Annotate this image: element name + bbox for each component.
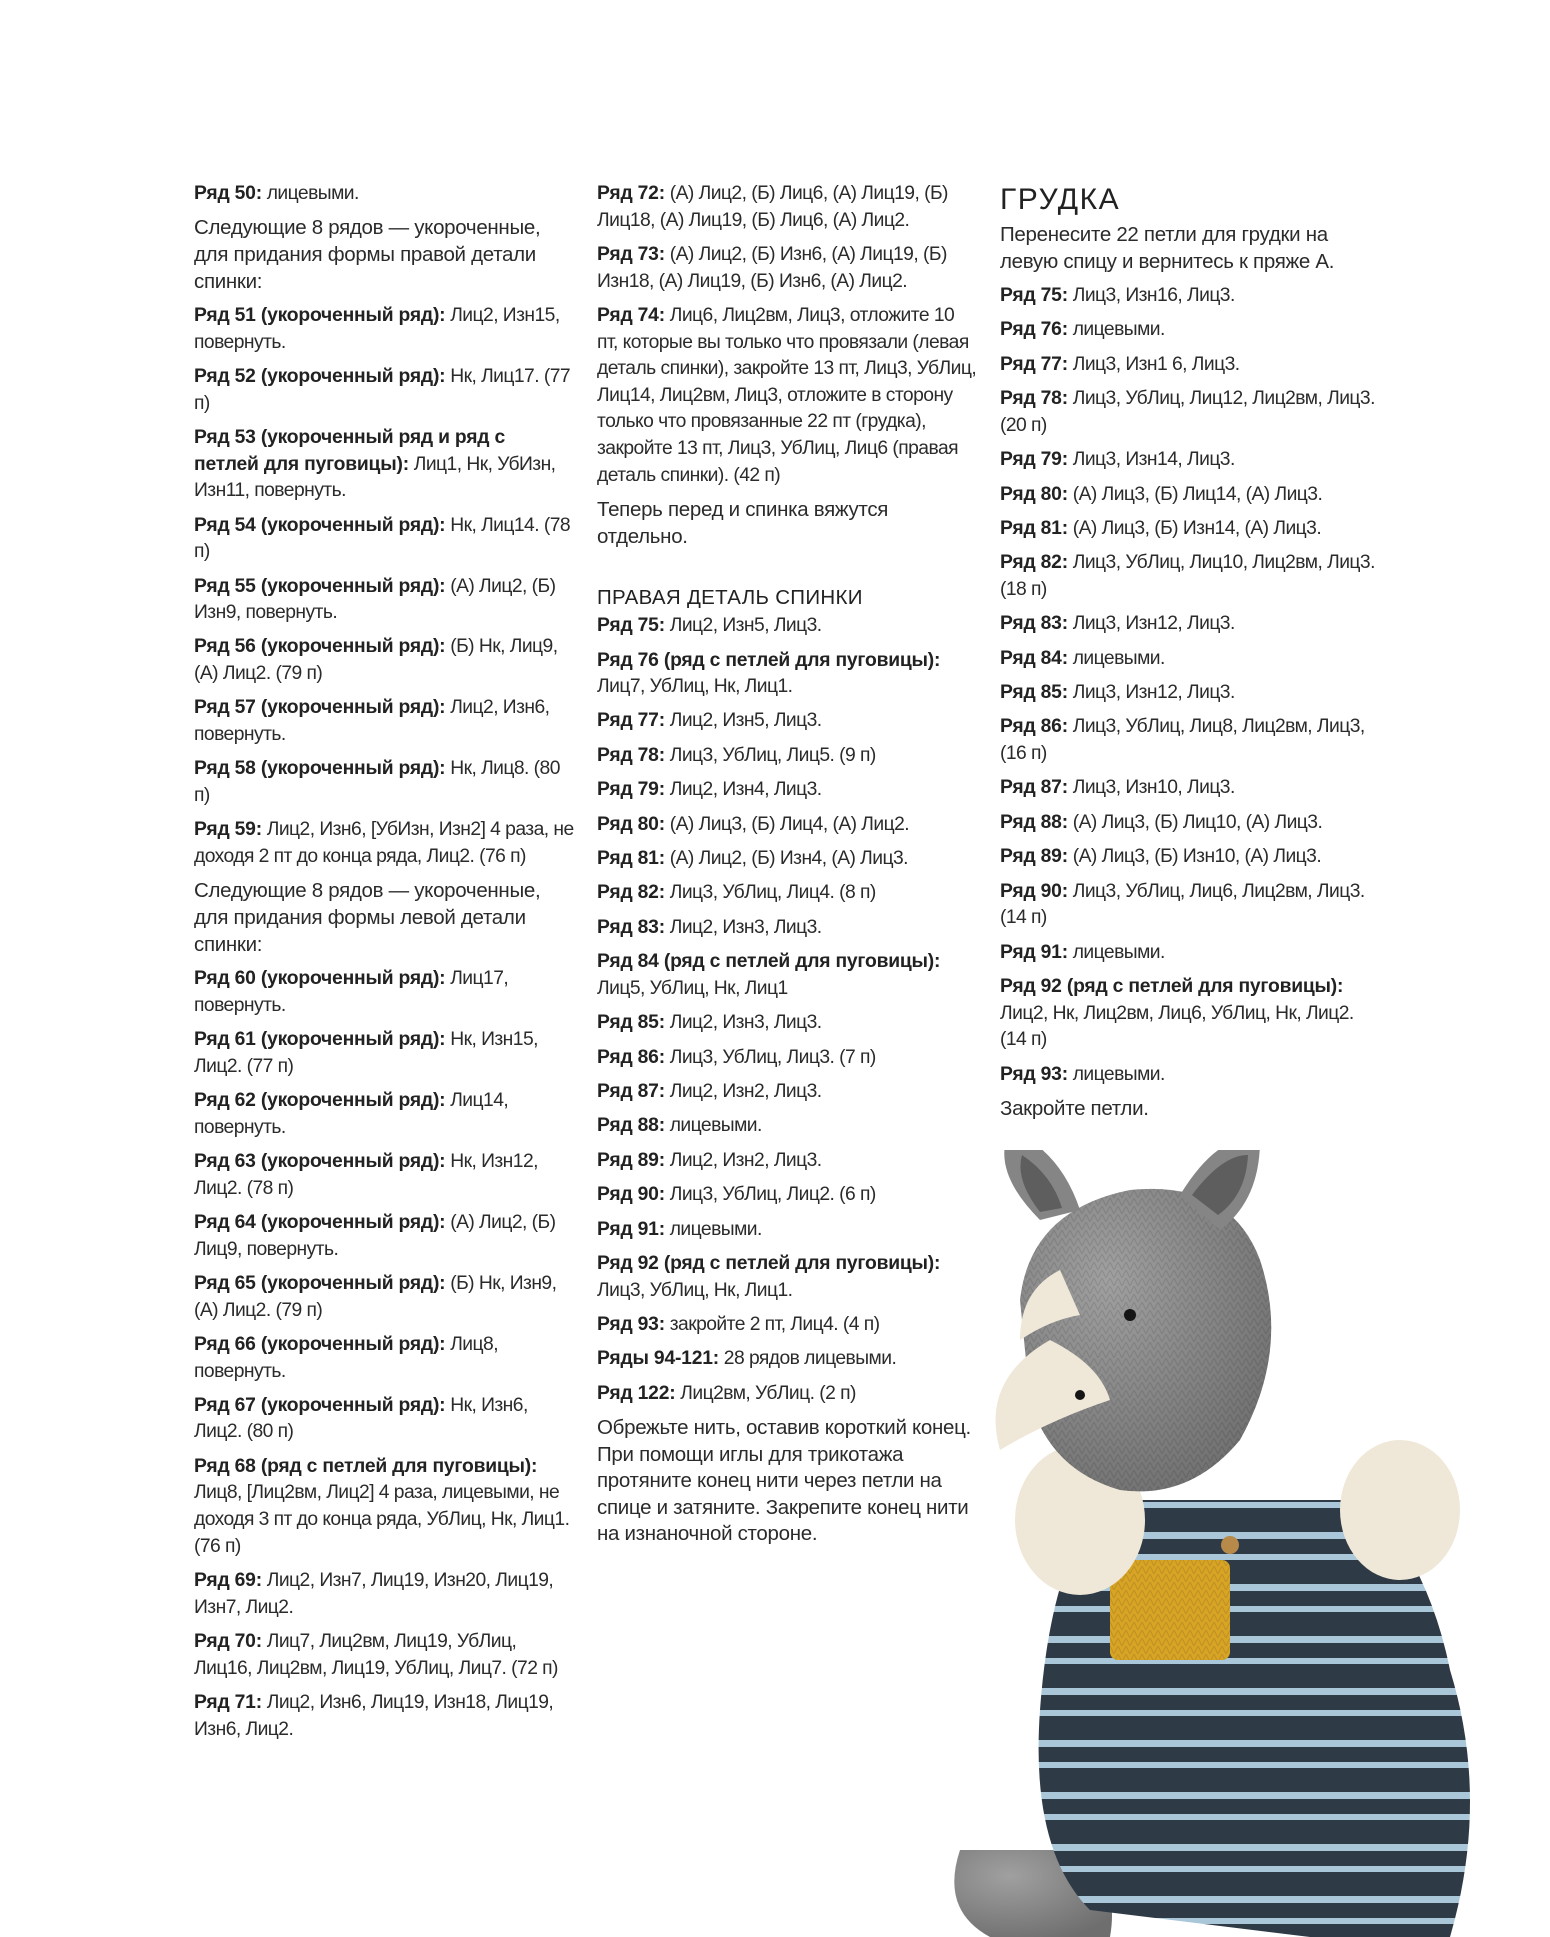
row-instructions: Лиц2, Изн6, Лиц19, Изн18, Лиц19, Изн6, Лиц2. [194, 1692, 554, 1740]
pattern-row [597, 846, 977, 873]
pattern-row [597, 743, 977, 770]
row-label: Ряды 94-121: [597, 1348, 719, 1370]
row-instructions: (Б) Нк, Изн9, (А) Лиц2. (79 п) [194, 1272, 557, 1321]
pattern-row [194, 1149, 574, 1202]
row-label: Ряд 72: [597, 183, 665, 204]
pattern-row [597, 949, 977, 1002]
pattern-row [194, 1332, 574, 1385]
pattern-row [597, 915, 977, 942]
row-label: Ряд 54 (укороченный ряд): [194, 514, 446, 536]
pattern-row [1000, 611, 1380, 638]
row-instructions: Лиц3, УбЛиц, Лиц8, Лиц2вм, Лиц3, (16 п) [1000, 716, 1365, 765]
row-label: Ряд 75: [597, 615, 665, 637]
row-label: Ряд 55 (укороченный ряд): [194, 575, 446, 597]
row-label: Ряд 61 (укороченный ряд): [194, 1028, 446, 1050]
row-instructions: Лиц2, Изн5, Лиц3. [664, 615, 822, 637]
row-label: Ряд 74: [597, 304, 665, 326]
row-instructions: Лиц2, Изн2, Лиц3. [664, 1149, 822, 1171]
row-instructions: Лиц3, Изн12, Лиц3. [1067, 613, 1235, 635]
row-label: Ряд 84: [1000, 647, 1068, 669]
row-label: Ряд 85: [597, 1012, 665, 1034]
row-label: Ряд 67 (укороченный ряд): [194, 1394, 446, 1416]
pattern-row [1000, 1062, 1380, 1089]
row-instructions: Лиц3, УбЛиц, Лиц2. (6 п) [664, 1184, 876, 1206]
row-label: Ряд 89: [1000, 846, 1068, 868]
pattern-row [597, 1148, 977, 1175]
pattern-row [194, 1393, 574, 1446]
row-instructions: Лиц3, Изн12, Лиц3. [1067, 682, 1235, 704]
pattern-row [597, 1045, 977, 1072]
pattern-row [597, 1346, 977, 1373]
pattern-row [194, 1690, 574, 1743]
row-instructions: Лиц2, Изн3, Лиц3. [664, 1012, 822, 1034]
row-label: Ряд 62 (укороченный ряд): [194, 1089, 446, 1111]
row-label: Ряд 81: [597, 848, 665, 870]
pattern-row [597, 812, 977, 839]
column-right [1000, 181, 1380, 1130]
row-instructions: (А) Лиц2, (Б) Изн9, повернуть. [194, 575, 556, 624]
row-label: Ряд 82: [1000, 552, 1068, 574]
pattern-row [597, 1251, 977, 1304]
row-label: Ряд 84 (ряд с петлей для пуговицы): [597, 951, 941, 973]
pattern-row [1000, 482, 1380, 509]
pattern-row [1000, 974, 1380, 1054]
row-label: Ряд 66 (укороченный ряд): [194, 1333, 446, 1355]
row-instructions: Лиц8, повернуть. [194, 1333, 498, 1382]
pattern-row [597, 181, 977, 234]
row-label: Ряд 69: [194, 1570, 262, 1592]
row-label: Ряд 56 (укороченный ряд): [194, 636, 446, 658]
row-instructions: Лиц2, Изн15, повернуть. [194, 304, 560, 353]
row-label: Ряд 86: [597, 1046, 665, 1068]
column-middle [597, 181, 977, 1556]
row-label: Ряд 87: [597, 1080, 665, 1102]
row-label: Ряд 60 (укороченный ряд): [194, 968, 446, 989]
row-instructions: лицевыми. [1067, 941, 1165, 963]
row-instructions: Лиц2, Изн7, Лиц19, Изн20, Лиц19, Изн7, Лиц2. [194, 1570, 554, 1618]
row-label: Ряд 92 (ряд с петлей для пуговицы): [597, 1252, 941, 1274]
row-label: Ряд 77: [1000, 353, 1068, 375]
row-label: Ряд 50: [194, 183, 262, 204]
row-label: Ряд 85: [1000, 682, 1068, 704]
row-instructions: (А) Лиц3, (Б) Лиц14, (А) Лиц3. [1067, 483, 1323, 505]
row-label: Ряд 91: [1000, 941, 1068, 963]
row-label: Ряд 68 (ряд с петлей для пуговицы): [194, 1455, 538, 1477]
row-instructions: (А) Лиц2, (Б) Лиц6, (А) Лиц19, (Б) Лиц18, (А) Лиц19, (Б) Лиц6, (А) Лиц2. [597, 183, 948, 231]
instruction-text [597, 497, 977, 550]
pattern-row [194, 364, 574, 417]
row-instructions: лицевыми. [261, 183, 359, 204]
pattern-row [1000, 879, 1380, 932]
row-instructions: Лиц3, УбЛиц, Лиц6, Лиц2вм, Лиц3. (14 п) [1000, 880, 1365, 929]
pattern-row [1000, 680, 1380, 707]
overalls-button [1221, 1536, 1239, 1554]
row-instructions: Лиц3, УбЛиц, Лиц5. (9 п) [664, 744, 876, 766]
row-label: Ряд 65 (укороченный ряд): [194, 1272, 446, 1294]
row-instructions: Лиц7, Лиц2вм, Лиц19, УбЛиц, Лиц16, Лиц2вм, Лиц19, УбЛиц, Лиц7. (72 п) [194, 1631, 558, 1679]
row-instructions: Следующие 8 рядов — укороченные, для придания формы левой детали спинки: [194, 879, 541, 956]
row-instructions: Лиц3, Изн14, Лиц3. [1067, 449, 1235, 471]
row-instructions: Лиц2, Изн2, Лиц3. [664, 1080, 822, 1102]
pattern-row [1000, 283, 1380, 310]
pattern-row [194, 574, 574, 627]
row-label: Ряд 52 (укороченный ряд): [194, 365, 446, 387]
row-instructions: Нк, Изн12, Лиц2. (78 п) [194, 1150, 538, 1199]
pattern-row [597, 1079, 977, 1106]
row-label: Ряд 122: [597, 1382, 676, 1404]
right-sleeve [1340, 1440, 1460, 1580]
pattern-row [1000, 810, 1380, 837]
row-label: Ряд 93: [1000, 1063, 1068, 1085]
pattern-row [1000, 352, 1380, 379]
pattern-row [194, 1027, 574, 1080]
row-instructions: Следующие 8 рядов — укороченные, для придания формы правой детали спинки: [194, 216, 541, 293]
pattern-row [1000, 844, 1380, 871]
pattern-row [1000, 516, 1380, 543]
row-instructions: Нк, Лиц14. (78 п) [194, 514, 571, 563]
pattern-row [597, 1113, 977, 1140]
row-instructions: Нк, Лиц8. (80 п) [194, 758, 560, 807]
row-instructions: Лиц8, [Лиц2вм, Лиц2] 4 раза, лицевыми, не доходя 3 пт до конца ряда, УбЛиц, Нк, Лиц1. (76 п) [194, 1482, 570, 1557]
row-instructions: лицевыми. [1067, 647, 1165, 669]
row-instructions: Лиц14, повернуть. [194, 1089, 509, 1138]
pattern-row [1000, 386, 1380, 439]
pattern-row [597, 777, 977, 804]
row-label: Ряд 80: [1000, 483, 1068, 505]
row-group-bib [1000, 222, 1380, 1123]
row-instructions: Лиц3, УбЛиц, Лиц12, Лиц2вм, Лиц3. (20 п) [1000, 388, 1375, 436]
pattern-row [1000, 714, 1380, 767]
row-label: Ряд 86: [1000, 716, 1068, 738]
row-label: Ряд 76 (ряд с петлей для пуговицы): [597, 649, 941, 671]
row-instructions: Лиц3, УбЛиц, Лиц3. (7 п) [664, 1046, 876, 1068]
row-instructions: Лиц1, Нк, УбИзн, Изн11, повернуть. [194, 453, 556, 502]
row-label: Ряд 78: [1000, 388, 1068, 410]
pattern-row [597, 1217, 977, 1244]
pattern-row [597, 242, 977, 295]
row-label: Ряд 76: [1000, 319, 1068, 341]
pattern-row [597, 1182, 977, 1209]
instruction-text [194, 215, 574, 295]
row-label: Ряд 77: [597, 710, 665, 732]
pattern-row [194, 695, 574, 748]
row-instructions: Лиц17, повернуть. [194, 968, 509, 1016]
pattern-row [194, 1629, 574, 1682]
row-instructions: Лиц2, Изн5, Лиц3. [664, 710, 822, 732]
pattern-row [597, 1381, 977, 1408]
row-instructions: 28 рядов лицевыми. [718, 1348, 897, 1370]
pattern-row [194, 303, 574, 356]
row-instructions: Лиц3, Изн10, Лиц3. [1067, 777, 1235, 799]
pattern-row [194, 634, 574, 687]
row-label: Ряд 92 (ряд с петлей для пуговицы): [1000, 976, 1344, 997]
row-label: Ряд 83: [1000, 613, 1068, 635]
row-label: Ряд 90: [597, 1184, 665, 1206]
row-instructions: (Б) Нк, Лиц9, (А) Лиц2. (79 п) [194, 636, 558, 685]
row-label: Ряд 78: [597, 744, 665, 766]
row-instructions: Лиц3, УбЛиц, Лиц10, Лиц2вм, Лиц3. (18 п) [1000, 552, 1375, 600]
row-label: Ряд 63 (укороченный ряд): [194, 1150, 446, 1172]
row-instructions: Лиц3, Изн16, Лиц3. [1067, 284, 1235, 306]
row-instructions: Обрежьте нить, оставив короткий конец. При помощи иглы для трикотажа протяните конец нити через петли на спице и затяните. Закрепите конец нити на изнаночной стороне. [597, 1416, 971, 1546]
row-label: Ряд 87: [1000, 777, 1068, 799]
row-label: Ряд 70: [194, 1631, 262, 1653]
row-instructions: Лиц2, Изн3, Лиц3. [664, 916, 822, 938]
row-instructions: Лиц2вм, УбЛиц. (2 п) [675, 1382, 856, 1404]
row-instructions: (А) Лиц2, (Б) Изн4, (А) Лиц3. [664, 848, 908, 870]
row-instructions: лицевыми. [1067, 319, 1165, 341]
pattern-row [194, 817, 574, 870]
pattern-row [194, 1454, 574, 1560]
row-instructions: Нк, Изн15, Лиц2. (77 п) [194, 1028, 538, 1077]
row-label: Ряд 73: [597, 243, 665, 265]
row-instructions: лицевыми. [1067, 1063, 1165, 1085]
pattern-row [597, 708, 977, 735]
row-label: Ряд 90: [1000, 880, 1068, 902]
row-label: Ряд 89: [597, 1149, 665, 1171]
instruction-text [597, 1415, 977, 1548]
row-label: Ряд 83: [597, 916, 665, 938]
pattern-row [194, 756, 574, 809]
pattern-row [597, 613, 977, 640]
row-instructions: (А) Лиц2, (Б) Лиц9, повернуть. [194, 1211, 556, 1260]
row-instructions: Лиц6, Лиц2вм, Лиц3, отложите 10 пт, которые вы только что провязали (левая деталь спинки), закройте 13 пт, Лиц3, УбЛиц, Лиц14, Лиц2вм, Лиц3, отложите в сторону только что провязанные 22 пт (грудка), закройте 13 пт, Лиц3, УбЛиц, Лиц6 (правая деталь спинки). (42 п) [597, 304, 977, 486]
row-instructions: Теперь перед и спинка вяжутся отдельно. [597, 497, 889, 548]
row-label: Ряд 57 (укороченный ряд): [194, 697, 446, 719]
pattern-row [194, 513, 574, 566]
row-instructions: Лиц3, Изн1 6, Лиц3. [1067, 353, 1240, 375]
row-group-right-back [597, 613, 977, 1548]
row-label: Ряд 53 (укороченный ряд и ряд с петлей для пуговицы): [194, 426, 506, 475]
instruction-text [1000, 1096, 1380, 1123]
row-label: Ряд 82: [597, 882, 665, 904]
row-instructions: Нк, Изн6, Лиц2. (80 п) [194, 1394, 528, 1443]
pattern-row [194, 425, 574, 505]
row-label: Ряд 79: [1000, 449, 1068, 471]
pattern-row [597, 648, 977, 701]
pattern-row [194, 1210, 574, 1263]
section-heading-bib: ГРУДКА [1000, 183, 1121, 216]
rhino-eye [1124, 1309, 1136, 1321]
pattern-row [194, 1568, 574, 1621]
pattern-row [1000, 940, 1380, 967]
row-label: Ряд 80: [597, 813, 665, 835]
row-instructions: Перенесите 22 петли для грудки на левую спицу и вернитесь к пряже А. [1000, 223, 1335, 273]
row-label: Ряд 64 (укороченный ряд): [194, 1211, 446, 1233]
row-label: Ряд 71: [194, 1692, 262, 1714]
row-instructions: Лиц2, Изн6, повернуть. [194, 697, 550, 746]
row-label: Ряд 88: [597, 1115, 665, 1137]
row-instructions: лицевыми. [664, 1115, 762, 1137]
row-label: Ряд 79: [597, 779, 665, 801]
row-instructions: Лиц2, Нк, Лиц2вм, Лиц6, УбЛиц, Нк, Лиц2. (14 п) [1000, 1002, 1354, 1051]
pattern-row [194, 966, 574, 1019]
row-instructions: Лиц2, Изн4, Лиц3. [664, 779, 822, 801]
row-label: Ряд 81: [1000, 517, 1068, 539]
row-instructions: Нк, Лиц17. (77 п) [194, 365, 571, 414]
pattern-row [1000, 775, 1380, 802]
row-label: Ряд 75: [1000, 284, 1068, 306]
row-instructions: Закройте петли. [1000, 1096, 1149, 1120]
knitted-rhino-toy-photo [930, 1150, 1550, 1937]
row-instructions: Лиц5, УбЛиц, Нк, Лиц1 [597, 977, 788, 999]
row-instructions: закройте 2 пт, Лиц4. (4 п) [664, 1313, 880, 1335]
row-label: Ряд 88: [1000, 811, 1068, 833]
pattern-row [1000, 447, 1380, 474]
row-label: Ряд 93: [597, 1313, 665, 1335]
pattern-row [194, 181, 574, 208]
pattern-row [597, 1312, 977, 1339]
row-instructions: Лиц3, УбЛиц, Нк, Лиц1. [597, 1279, 793, 1301]
row-instructions: (А) Лиц3, (Б) Изн10, (А) Лиц3. [1067, 846, 1322, 868]
row-label: Ряд 91: [597, 1218, 665, 1240]
pattern-row [1000, 646, 1380, 673]
pattern-row [1000, 317, 1380, 344]
row-group-front-back [597, 181, 977, 550]
pattern-row [597, 880, 977, 907]
rhino-eye [1075, 1390, 1085, 1400]
row-instructions: (А) Лиц3, (Б) Лиц4, (А) Лиц2. [664, 813, 910, 835]
row-instructions: Лиц7, УбЛиц, Нк, Лиц1. [597, 676, 793, 698]
row-instructions: (А) Лиц3, (Б) Изн14, (А) Лиц3. [1067, 517, 1322, 539]
section-heading-right-back: ПРАВАЯ ДЕТАЛЬ СПИНКИ [597, 586, 863, 610]
row-label: Ряд 59: [194, 819, 262, 841]
instruction-text [1000, 222, 1380, 275]
pattern-row [194, 1088, 574, 1141]
pattern-row [194, 1271, 574, 1324]
row-label: Ряд 51 (укороченный ряд): [194, 304, 446, 326]
row-instructions: (А) Лиц2, (Б) Изн6, (А) Лиц19, (Б) Изн18, (А) Лиц19, (Б) Изн6, (А) Лиц2. [597, 243, 947, 292]
row-instructions: Лиц2, Изн6, [УбИзн, Изн2] 4 раза, не доходя 2 пт до конца ряда, Лиц2. (76 п) [194, 819, 574, 868]
pattern-row [1000, 550, 1380, 603]
row-label: Ряд 58 (укороченный ряд): [194, 758, 446, 780]
row-instructions: Лиц3, УбЛиц, Лиц4. (8 п) [664, 882, 876, 904]
pattern-row [597, 1010, 977, 1037]
pattern-row [597, 303, 977, 489]
row-instructions: (А) Лиц3, (Б) Лиц10, (А) Лиц3. [1067, 811, 1323, 833]
row-instructions: лицевыми. [664, 1218, 762, 1240]
instruction-text [194, 878, 574, 958]
column-left [194, 181, 574, 1751]
